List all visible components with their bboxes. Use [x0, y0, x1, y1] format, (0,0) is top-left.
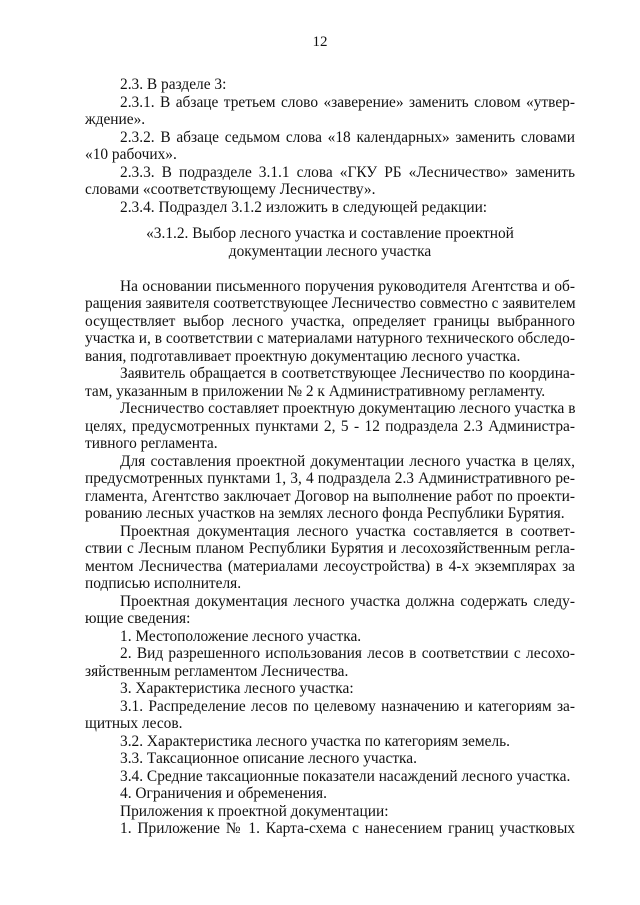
text-line: 3.3. Таксационное описание лесного участка.	[120, 750, 417, 767]
text-line: ментом Лесничества (материалами лесоустройства) в 4-х экземплярах за	[85, 557, 575, 575]
text-line: 3.4. Средние таксационные показатели насаждений лесного участка.	[120, 767, 571, 785]
text-line: словами «соответствующему Лесничеству».	[85, 181, 376, 198]
text-line: целях, предусмотренных пунктами 2, 5 - 12 подраздела 2.3 Администра-	[85, 417, 575, 435]
text-line: тивного регламента.	[85, 435, 218, 452]
text-line: Для составления проектной документации лесного участка в целях,	[120, 452, 575, 470]
text-line: 3. Характеристика лесного участка:	[120, 680, 354, 697]
text-line: 3.2. Характеристика лесного участка по категориям земель.	[120, 732, 511, 750]
text-line: щитных лесов.	[85, 715, 183, 732]
text-line: ствии с Лесным планом Республики Бурятия и лесохозяйственным регла-	[85, 540, 575, 557]
text-line: 2. Вид разрешенного использования лесов в соответствии с лесохо-	[120, 645, 575, 662]
text-line: Заявитель обращается в соответствующее Лесничество по координа-	[120, 365, 575, 382]
text-line: 4. Ограничения и обременения.	[120, 785, 327, 802]
text-line: 2.3.4. Подраздел 3.1.2 изложить в следующей редакции:	[120, 198, 488, 216]
text-line: рованию лесных участков на землях лесного фонда Республики Бурятия.	[85, 505, 565, 522]
text-line: гламента, Агентство заключает Договор на выполнение работ по проекти-	[85, 487, 575, 505]
text-line: Проектная документация лесного участка составляется в соответ-	[120, 522, 575, 540]
text-line: 2.3.1. В абзаце третьем слово «заверение» заменить словом «утвер-	[120, 93, 575, 111]
text-line: ющие сведения:	[85, 610, 191, 627]
text-line: 2.3.3. В подразделе 3.1.1 слова «ГКУ РБ «Лесничество» заменить	[120, 163, 575, 181]
text-line: 2.3. В разделе 3:	[120, 76, 227, 93]
text-line: осуществляет выбор лесного участка, определяет границы выбранного	[85, 312, 575, 330]
text-line: участка и, в соответствии с материалами натурного технического обследо-	[85, 330, 575, 347]
text-line: там, указанным в приложении № 2 к Административному регламенту.	[85, 382, 546, 400]
document-body	[85, 76, 575, 838]
text-line: Приложения к проектной документации:	[120, 802, 389, 820]
text-line: документации лесного участка	[228, 242, 432, 260]
text-line: 3.1. Распределение лесов по целевому назначению и категориям за-	[120, 697, 575, 715]
page-number: 12	[312, 34, 328, 50]
text-line: подписью исполнителя.	[85, 575, 242, 592]
text-line: «3.1.2. Выбор лесного участка и составление проектной	[146, 225, 514, 242]
spacer	[85, 216, 575, 225]
text-line: вания, подготавливает проектную документацию лесного участка.	[85, 347, 521, 365]
text-line: 2.3.2. В абзаце седьмом слова «18 календарных» заменить словами	[120, 128, 575, 146]
text-line: предусмотренных пунктами 1, 3, 4 подраздела 2.3 Административного ре-	[85, 470, 575, 487]
text-line: 1. Приложение № 1. Карта-схема с нанесением границ участковых	[120, 820, 575, 837]
text-line: «10 рабочих».	[85, 146, 177, 163]
text-line: Лесничество составляет проектную документацию лесного участка в	[120, 400, 576, 417]
text-line: Проектная документация лесного участка должна содержать следу-	[120, 592, 575, 610]
text-line: зяйственным регламентом Лесничества.	[85, 662, 349, 680]
text-line: 1. Местоположение лесного участка.	[120, 627, 362, 645]
text-line: ждение».	[85, 111, 146, 128]
text-line: На основании письменного поручения руководителя Агентства и об-	[120, 277, 575, 295]
spacer	[85, 260, 575, 278]
text-line: ращения заявителя соответствующее Лесничество совместно с заявителем	[85, 295, 576, 312]
